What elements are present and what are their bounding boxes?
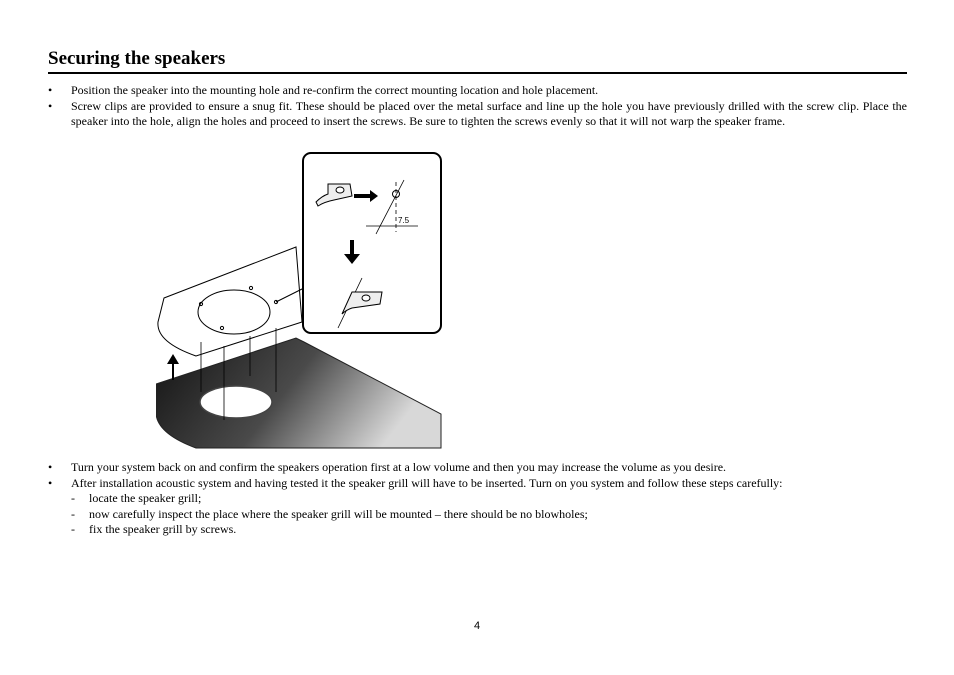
section-title: Securing the speakers bbox=[48, 48, 226, 69]
sub-list-item bbox=[71, 522, 907, 538]
list-item bbox=[48, 476, 907, 538]
bullet-icon: • bbox=[48, 475, 53, 490]
list-item-text: After installation acoustic system and having tested it the speaker grill will have to be inserted. Turn on you system and follow these steps carefully: bbox=[71, 475, 783, 490]
list-item bbox=[48, 83, 907, 99]
dash-icon: - bbox=[71, 522, 75, 536]
mounting-hole bbox=[200, 386, 272, 418]
dash-icon: - bbox=[71, 491, 75, 505]
list-item-text: Position the speaker into the mounting hole and re-confirm the correct mounting location and hole placement. bbox=[71, 83, 599, 97]
bullet-icon: • bbox=[48, 98, 53, 113]
list-item-text: Turn your system back on and confirm the speakers operation first at a low volume and then you may increase the volume as you desire. bbox=[71, 460, 727, 474]
sub-list-item bbox=[71, 491, 907, 507]
list-item bbox=[48, 99, 907, 130]
sub-list-item-text: locate the speaker grill; bbox=[89, 491, 202, 505]
instructions-list-bottom bbox=[48, 460, 907, 538]
sub-steps-list bbox=[71, 491, 907, 538]
list-item-text: Screw clips are provided to ensure a snug fit. These should be placed over the metal surface and line up the hole you have previously drilled with the screw clip. Place the speaker into the hole, align the holes and proceed to insert the screws. Be sure to tighten the screws evenly so that it will not warp the speaker frame. bbox=[71, 98, 907, 128]
sub-list-item-text: fix the speaker grill by screws. bbox=[89, 522, 237, 536]
detail-callout-box bbox=[303, 153, 441, 333]
bullet-icon: • bbox=[48, 83, 53, 97]
speaker-mounting-diagram bbox=[156, 152, 446, 454]
dash-icon: - bbox=[71, 506, 75, 521]
list-item bbox=[48, 460, 907, 476]
sub-list-item-text: now carefully inspect the place where the speaker grill will be mounted – there should be no blowholes; bbox=[89, 506, 588, 521]
arrow-up-icon bbox=[167, 354, 179, 380]
sub-list-item bbox=[71, 507, 907, 523]
title-underline bbox=[48, 72, 907, 74]
bullet-icon: • bbox=[48, 460, 53, 474]
dimension-label: 7.5 bbox=[398, 216, 410, 225]
instructions-list-top bbox=[48, 83, 907, 130]
speaker-frame bbox=[158, 247, 302, 356]
page-number: 4 bbox=[473, 620, 481, 632]
